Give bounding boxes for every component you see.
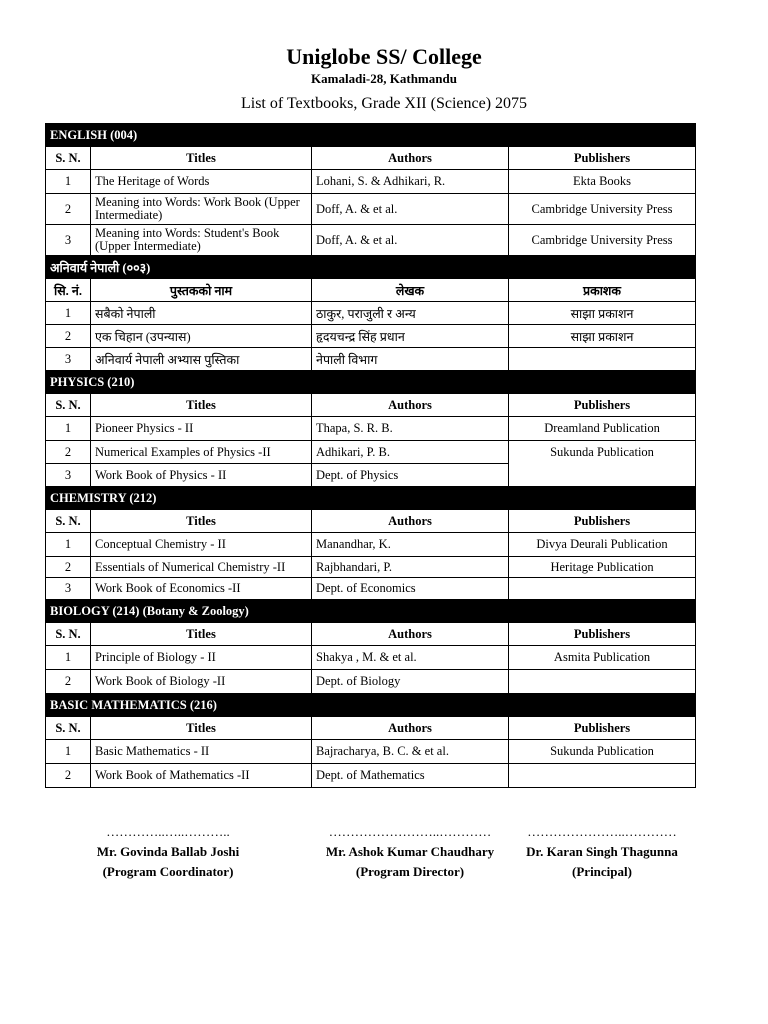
cell-title: Basic Mathematics - II — [91, 740, 312, 764]
cell-sn: 2 — [46, 764, 91, 788]
table-row — [46, 740, 696, 764]
header-publishers: Publishers — [509, 623, 696, 646]
cell-sn: 2 — [46, 325, 91, 348]
table-row — [46, 417, 696, 441]
cell-sn: 3 — [46, 225, 91, 256]
cell-title: Pioneer Physics - II — [91, 417, 312, 441]
section-row-biology — [46, 600, 696, 623]
header-authors: Authors — [312, 623, 509, 646]
cell-sn: 1 — [46, 417, 91, 441]
cell-publisher: Sukunda Publication — [509, 740, 696, 764]
signatory-role: (Principal) — [572, 864, 632, 879]
cell-title: अनिवार्य नेपाली अभ्यास पुस्तिका — [91, 348, 312, 371]
signature-line: …………………..………… — [527, 824, 677, 839]
table-header-row — [46, 510, 696, 533]
cell-title: Work Book of Biology -II — [91, 670, 312, 694]
textbook-table — [45, 123, 696, 788]
cell-sn: 1 — [46, 646, 91, 670]
section-row-chemistry — [46, 487, 696, 510]
cell-author: Doff, A. & et al. — [312, 194, 509, 225]
cell-publisher: Heritage Publication — [509, 557, 696, 578]
cell-sn: 3 — [46, 348, 91, 371]
cell-title: Work Book of Physics - II — [91, 464, 312, 487]
header-titles: Titles — [91, 623, 312, 646]
table-row — [46, 325, 696, 348]
table-row — [46, 170, 696, 194]
signatory-name: Dr. Karan Singh Thagunna — [526, 844, 678, 859]
college-address: Kamaladi-28, Kathmandu — [311, 71, 457, 86]
cell-title: Meaning into Words: Work Book (Upper Intermediate) — [91, 194, 312, 225]
cell-publisher: साझा प्रकाशन — [509, 302, 696, 325]
table-row — [46, 557, 696, 578]
cell-sn: 3 — [46, 464, 91, 487]
cell-sn: 3 — [46, 578, 91, 600]
table-row — [46, 646, 696, 670]
cell-publisher: Sukunda Publication — [509, 441, 696, 487]
cell-publisher: Ekta Books — [509, 170, 696, 194]
cell-sn: 1 — [46, 302, 91, 325]
header-sn: सि. नं. — [46, 279, 91, 302]
header-authors: Authors — [312, 717, 509, 740]
cell-author: Thapa, S. R. B. — [312, 417, 509, 441]
signatory-name: Mr. Ashok Kumar Chaudhary — [325, 844, 495, 859]
header-titles: Titles — [91, 510, 312, 533]
cell-sn: 1 — [46, 740, 91, 764]
cell-publisher: Asmita Publication — [509, 646, 696, 670]
cell-title: Work Book of Mathematics -II — [91, 764, 312, 788]
cell-author: Dept. of Mathematics — [312, 764, 509, 788]
section-title: CHEMISTRY (212) — [46, 487, 696, 510]
cell-title: Essentials of Numerical Chemistry -II — [91, 557, 312, 578]
table-row — [46, 302, 696, 325]
cell-title: Conceptual Chemistry - II — [91, 533, 312, 557]
cell-author: Dept. of Biology — [312, 670, 509, 694]
cell-publisher — [509, 764, 696, 788]
cell-publisher: साझा प्रकाशन — [509, 325, 696, 348]
section-row-english — [46, 124, 696, 147]
list-title: List of Textbooks, Grade XII (Science) 2075 — [240, 95, 528, 112]
table-row — [46, 670, 696, 694]
cell-author: Manandhar, K. — [312, 533, 509, 557]
cell-sn: 2 — [46, 441, 91, 464]
cell-author: Bajracharya, B. C. & et al. — [312, 740, 509, 764]
header-publishers: Publishers — [509, 510, 696, 533]
table-row — [46, 764, 696, 788]
header-publishers: Publishers — [509, 717, 696, 740]
signatory-name: Mr. Govinda Ballab Joshi — [96, 844, 240, 859]
header-sn: S. N. — [46, 623, 91, 646]
section-title: अनिवार्य नेपाली (००३) — [46, 256, 696, 279]
table-header-row — [46, 279, 696, 302]
cell-author: Rajbhandari, P. — [312, 557, 509, 578]
cell-publisher: Divya Deurali Publication — [509, 533, 696, 557]
cell-author: Dept. of Physics — [312, 464, 509, 487]
signatory-role: (Program Director) — [355, 864, 465, 879]
table-row — [46, 578, 696, 600]
header-authors: लेखक — [312, 279, 509, 302]
table-row — [46, 441, 696, 464]
cell-publisher — [509, 348, 696, 371]
table-row — [46, 533, 696, 557]
cell-author: हृदयचन्द्र सिंह प्रधान — [312, 325, 509, 348]
cell-sn: 2 — [46, 670, 91, 694]
signatory-role: (Program Coordinator) — [102, 864, 234, 879]
cell-title: Numerical Examples of Physics -II — [91, 441, 312, 464]
cell-sn: 2 — [46, 557, 91, 578]
cell-author: Doff, A. & et al. — [312, 225, 509, 256]
signature-line: ……………………..………… — [328, 824, 492, 839]
header-sn: S. N. — [46, 510, 91, 533]
cell-author: Lohani, S. & Adhikari, R. — [312, 170, 509, 194]
header-sn: S. N. — [46, 717, 91, 740]
cell-title: Work Book of Economics -II — [91, 578, 312, 600]
cell-sn: 1 — [46, 170, 91, 194]
cell-sn: 1 — [46, 533, 91, 557]
header-titles: Titles — [91, 147, 312, 170]
college-name: Uniglobe SS/ College — [286, 44, 482, 69]
header-sn: S. N. — [46, 147, 91, 170]
section-row-physics — [46, 371, 696, 394]
section-title: ENGLISH (004) — [46, 124, 696, 147]
header-authors: Authors — [312, 147, 509, 170]
document-header — [0, 44, 768, 114]
cell-publisher — [509, 578, 696, 600]
cell-publisher: Cambridge University Press — [509, 225, 696, 256]
cell-sn: 2 — [46, 194, 91, 225]
header-titles: Titles — [91, 717, 312, 740]
section-row-nepali — [46, 256, 696, 279]
cell-author: Shakya , M. & et al. — [312, 646, 509, 670]
header-titles: Titles — [91, 394, 312, 417]
signature-principal — [508, 822, 696, 882]
table-header-row — [46, 623, 696, 646]
cell-title: Principle of Biology - II — [91, 646, 312, 670]
header-publishers: प्रकाशक — [509, 279, 696, 302]
cell-publisher: Dreamland Publication — [509, 417, 696, 441]
table-row — [46, 194, 696, 225]
signature-line: …………..…..……….. — [106, 824, 230, 839]
section-title: BIOLOGY (214) (Botany & Zoology) — [46, 600, 696, 623]
signature-director — [300, 822, 520, 882]
cell-author: ठाकुर, पराजुली र अन्य — [312, 302, 509, 325]
table-header-row — [46, 394, 696, 417]
cell-author: नेपाली विभाग — [312, 348, 509, 371]
cell-title: एक चिहान (उपन्यास) — [91, 325, 312, 348]
header-authors: Authors — [312, 510, 509, 533]
table-header-row — [46, 717, 696, 740]
header-titles: पुस्तकको नाम — [91, 279, 312, 302]
section-row-math — [46, 694, 696, 717]
table-row — [46, 348, 696, 371]
cell-publisher — [509, 670, 696, 694]
section-title: PHYSICS (210) — [46, 371, 696, 394]
cell-author: Adhikari, P. B. — [312, 441, 509, 464]
table-header-row — [46, 147, 696, 170]
signature-coordinator — [68, 822, 268, 882]
cell-publisher: Cambridge University Press — [509, 194, 696, 225]
header-authors: Authors — [312, 394, 509, 417]
header-sn: S. N. — [46, 394, 91, 417]
header-publishers: Publishers — [509, 394, 696, 417]
cell-author: Dept. of Economics — [312, 578, 509, 600]
header-publishers: Publishers — [509, 147, 696, 170]
cell-title: The Heritage of Words — [91, 170, 312, 194]
section-title: BASIC MATHEMATICS (216) — [46, 694, 696, 717]
table-row — [46, 225, 696, 256]
cell-title: सबैको नेपाली — [91, 302, 312, 325]
cell-title: Meaning into Words: Student's Book (Upper Intermediate) — [91, 225, 312, 256]
